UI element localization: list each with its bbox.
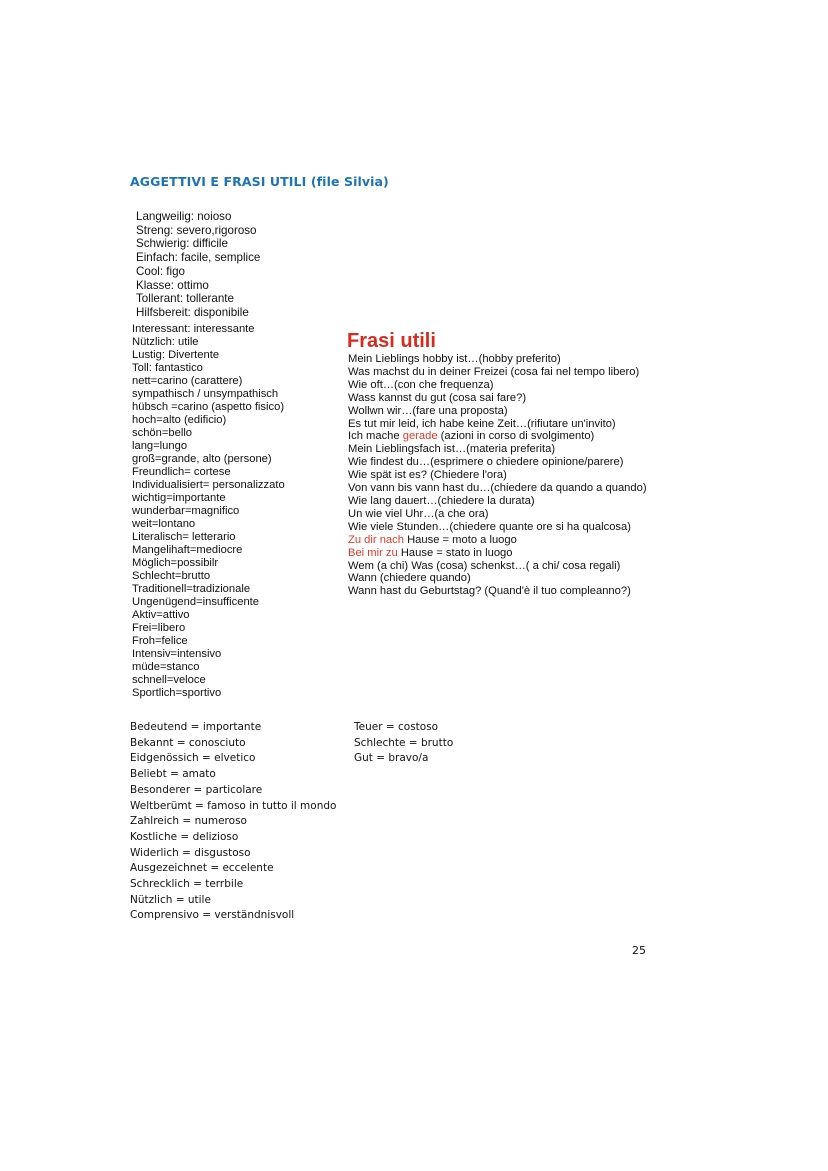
phrase-item: Mein Lieblings hobby ist…(hobby preferito) bbox=[348, 353, 561, 365]
list-item: Tollerant: tollerante bbox=[136, 292, 234, 306]
list-item: Ausgezeichnet = eccelente bbox=[130, 862, 274, 875]
phrase-item: Wann hast du Geburtstag? (Quand'è il tuo compleanno?) bbox=[348, 585, 631, 598]
list-item: schnell=veloce bbox=[132, 674, 206, 686]
list-item: Comprensivo = verständnisvoll bbox=[130, 909, 295, 922]
list-item: Widerlich = disgustoso bbox=[130, 846, 251, 859]
list-item: Mangelihaft=mediocre bbox=[132, 544, 243, 556]
list-item: weit=lontano bbox=[132, 518, 196, 530]
list-item: Interessant: interessante bbox=[132, 323, 255, 335]
list-item: wunderbar=magnifico bbox=[132, 505, 240, 517]
adjectives-top-list bbox=[136, 210, 260, 320]
list-item: Möglich=possibilr bbox=[132, 557, 219, 569]
vocab-right-list bbox=[354, 720, 453, 767]
list-item: Schlecht=brutto bbox=[132, 570, 211, 582]
highlight-word: gerade bbox=[402, 430, 438, 443]
list-item: hübsch =carino (aspetto fisico) bbox=[132, 401, 285, 413]
phrase-item: Von vann bis vann hast du…(chiedere da quando a quando) bbox=[348, 482, 647, 495]
list-item: Frei=libero bbox=[132, 622, 186, 634]
frasi-heading: Frasi utili bbox=[347, 330, 436, 352]
list-item: sympathisch / unsympathisch bbox=[132, 388, 279, 400]
list-item: Toll: fantastico bbox=[132, 362, 203, 374]
list-item: Eidgenössich = elvetico bbox=[130, 752, 256, 765]
list-item: Aktiv=attivo bbox=[132, 609, 190, 621]
phrase-item: Ich mache gerade (azioni in corso di svolgimento) bbox=[348, 430, 595, 443]
phrase-item: Wass kannst du gut (cosa sai fare?) bbox=[348, 391, 527, 404]
list-item: Beliebt = amato bbox=[130, 768, 216, 781]
vocab-left-list bbox=[130, 720, 336, 924]
page-number: 25 bbox=[632, 944, 646, 957]
phrase-item: Wie spät ist es? (Chiedere l'ora) bbox=[348, 469, 507, 482]
phrase-item: Wie findest du…(esprimere o chiedere opinione/parere) bbox=[348, 456, 624, 469]
phrase-item: Wie oft…(con che frequenza) bbox=[348, 378, 494, 391]
list-item: Nützlich = utile bbox=[130, 893, 211, 906]
list-item: Hilfsbereit: disponibile bbox=[136, 305, 249, 319]
list-item: Sportlich=sportivo bbox=[132, 687, 222, 699]
list-item: Bekannt = conosciuto bbox=[130, 736, 246, 749]
list-item: Lustig: Divertente bbox=[132, 349, 220, 361]
list-item: Freundlich= cortese bbox=[132, 466, 231, 478]
list-item: Kostliche = delizioso bbox=[130, 830, 239, 843]
list-item: müde=stanco bbox=[132, 661, 200, 673]
list-item: Literalisch= letterario bbox=[132, 531, 236, 543]
list-item: hoch=alto (edificio) bbox=[132, 414, 227, 426]
phrase-item: Bei mir zu Hause = stato in luogo bbox=[348, 546, 513, 559]
list-item: Nützlich: utile bbox=[132, 336, 199, 348]
phrase-item: Wem (a chi) Was (cosa) schenkst…( a chi/ cosa regali) bbox=[348, 559, 621, 572]
phrase-item: Was machst du in deiner Freizei (cosa fai nel tempo libero) bbox=[348, 365, 640, 378]
list-item: schön=bello bbox=[132, 427, 193, 439]
list-item: nett=carino (carattere) bbox=[132, 375, 243, 387]
adjectives-list bbox=[132, 323, 285, 700]
list-item: Zahlreich = numeroso bbox=[130, 815, 247, 828]
phrase-item: Wann (chiedere quando) bbox=[348, 572, 471, 585]
list-item: Einfach: facile, semplice bbox=[136, 251, 261, 265]
frasi-list bbox=[348, 353, 647, 598]
phrase-item: Mein Lieblingsfach ist…(materia preferita) bbox=[348, 443, 556, 456]
phrase-item: Wollwn wir…(fare una proposta) bbox=[348, 404, 508, 417]
list-item: Langweilig: noioso bbox=[136, 210, 232, 223]
phrase-item: Es tut mir leid, ich habe keine Zeit…(rifiutare un'invito) bbox=[348, 417, 616, 430]
highlight-word: Bei mir zu bbox=[348, 546, 398, 559]
list-item: Streng: severo,rigoroso bbox=[136, 223, 257, 237]
list-item: groß=grande, alto (persone) bbox=[132, 453, 272, 465]
highlight-word: Zu dir nach bbox=[348, 533, 404, 546]
phrase-item: Wie viele Stunden…(chiedere quante ore si ha qualcosa) bbox=[348, 520, 631, 533]
list-item: Klasse: ottimo bbox=[136, 278, 209, 292]
list-item: Bedeutend = importante bbox=[130, 721, 262, 733]
phrase-item: Un wie viel Uhr…(a che ora) bbox=[348, 507, 489, 520]
list-item: Froh=felice bbox=[132, 635, 188, 647]
list-item: Schrecklich = terrbile bbox=[130, 878, 244, 891]
phrase-item: Wie lang dauert…(chiedere la durata) bbox=[348, 494, 535, 507]
list-item: Schlechte = brutto bbox=[354, 736, 454, 749]
list-item: Intensiv=intensivo bbox=[132, 648, 222, 660]
list-item: Teuer = costoso bbox=[354, 721, 439, 733]
list-item: lang=lungo bbox=[132, 440, 188, 452]
list-item: Traditionell=tradizionale bbox=[132, 583, 251, 595]
list-item: Ungenügend=insufficente bbox=[132, 596, 260, 608]
list-item: Schwierig: difficile bbox=[136, 237, 228, 251]
list-item: Cool: figo bbox=[136, 264, 185, 278]
list-item: Weltberümt = famoso in tutto il mondo bbox=[130, 799, 337, 812]
list-item: Besonderer = particolare bbox=[130, 783, 263, 796]
list-item: Individualisiert= personalizzato bbox=[132, 479, 285, 491]
page-title: AGGETTIVI E FRASI UTILI (file Silvia) bbox=[130, 174, 389, 189]
list-item: Gut = bravo/a bbox=[354, 752, 429, 765]
list-item: wichtig=importante bbox=[132, 492, 226, 504]
phrase-item: Zu dir nach Hause = moto a luogo bbox=[348, 533, 517, 546]
